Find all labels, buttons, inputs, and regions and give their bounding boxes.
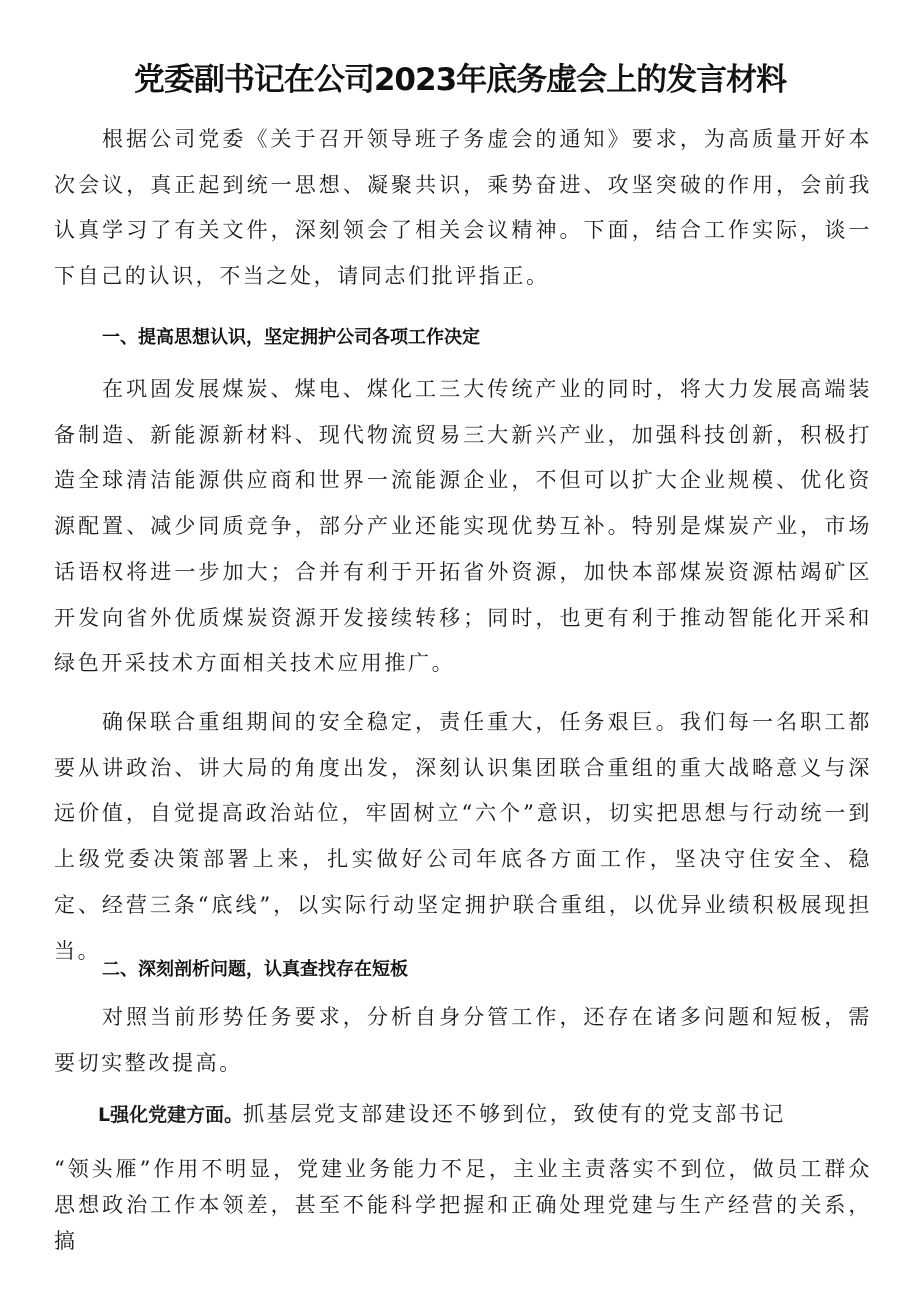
section-2-item-1-first-line xyxy=(98,1092,786,1139)
section-2-heading: 二、深刻剖析问题，认真查找存在短板 xyxy=(102,959,408,980)
intro-paragraph: 根据公司党委《关于召开领导班子务虚会的通知》要求，为高质量开好本次会议，真正起到统一思想、凝聚共识，乘势奋进、攻坚突破的作用，会前我认真学习了有关文件，深刻领会了相关会议精神。下面，结合工作实际，谈一下自己的认识，不当之处，请同志们批评指正。 xyxy=(54,127,872,289)
section-2-paragraph-1: 对照当前形势任务要求，分析自身分管工作，还存在诸多问题和短板，需要切实整改提高。 xyxy=(54,1005,872,1075)
section-2-item-1-label: L强化党建方面。 xyxy=(98,1104,244,1126)
section-1-paragraph-2: 确保联合重组期间的安全稳定，责任重大，任务艰巨。我们每一名职工都要从讲政治、讲大局的角度出发，深刻认识集团联合重组的重大战略意义与深远价值，自觉提高政治站位，牢固树立“六个”意识，切实把思想与行动统一到上级党委决策部署上来，扎实做好公司年底各方面工作，坚决守住安全、稳定、经营三条“底线”，以实际行动坚定拥护联合重组，以优异业绩积极展现担当。 xyxy=(54,710,872,963)
section-1-paragraph-1: 在巩固发展煤炭、煤电、煤化工三大传统产业的同时，将大力发展高端装备制造、新能源新材料、现代物流贸易三大新兴产业，加强科技创新，积极打造全球清洁能源供应商和世界一流能源企业，不但可以扩大企业规模、优化资源配置、减少同质竞争，部分产业还能实现优势互补。特别是煤炭产业，市场话语权将进一步加大；合并有利于开拓省外资源，加快本部煤炭资源枯竭矿区开发向省外优质煤炭资源开发接续转移；同时，也更有利于推动智能化开采和绿色开采技术方面相关技术应用推广。 xyxy=(54,377,872,676)
section-2-item-1-continuation: “领头雁”作用不明显，党建业务能力不足，主业主责落实不到位，做员工群众思想政治工作本领差，甚至不能科学把握和正确处理党建与生产经营的关系，搞 xyxy=(54,1157,872,1253)
document-title: 党委副书记在公司2023年底务虚会上的发言材料 xyxy=(133,62,787,98)
section-2-item-1-text: 抓基层党支部建设还不够到位，致使有的党支部书记 xyxy=(243,1102,786,1126)
section-1-heading: 一、提高思想认识，坚定拥护公司各项工作决定 xyxy=(102,327,480,348)
